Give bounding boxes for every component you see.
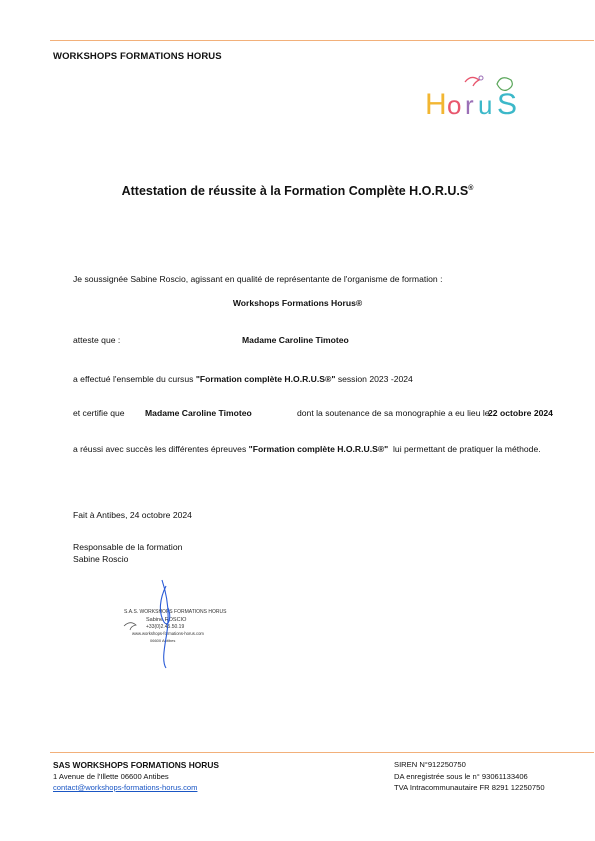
reussi-line: a réussi avec succès les différentes épreuves "Formation complète H.O.R.U.S®" lui permettant de pratiquer la méthode. [73,444,541,454]
soutenance-date: 22 octobre 2024 [488,408,553,418]
stamp-bird-mark [124,623,136,630]
atteste-label: atteste que : [73,335,121,345]
person-name-2: Madame Caroline Timoteo [145,408,252,418]
stamp-line-2: Sabine ROSCIO [146,617,187,623]
logo-letter-h: H [425,88,447,121]
logo-bird-mark [465,77,479,86]
intro-line: Je soussignée Sabine Roscio, agissant en qualité de représentante de l'organisme de formation : [73,274,443,284]
footer-siren: SIREN N°912250750 [394,760,466,769]
header-top-rule [50,40,594,41]
stamp-line-5: 06600 Antibes [150,638,176,643]
cursus-line: a effectué l'ensemble du cursus "Formation complète H.O.R.U.S®" session 2023 -2024 [73,374,413,384]
logo-letter-s: S [497,88,518,121]
horus-logo [425,70,535,122]
logo-letter-o: o [447,90,462,120]
footer-da: DA enregistrée sous le n° 93061133406 [394,772,528,781]
reussi-name: "Formation complète H.O.R.U.S®" [248,444,389,454]
person-name: Madame Caroline Timoteo [242,335,349,345]
responsable-name: Sabine Roscio [73,554,129,564]
stamp-line-1: S.A.S. WORKSHOPS FORMATIONS HORUS [124,609,227,615]
footer-email-link[interactable]: contact@workshops-formations-horus.com [53,783,198,792]
logo-letter-u: u [478,90,493,120]
organisme-name: Workshops Formations Horus® [232,298,363,308]
footer-top-rule [50,752,594,753]
soutenance-text: dont la soutenance de sa monographie a eu lieu le [297,408,490,418]
certifie-label: et certifie que [73,408,125,418]
footer-company: SAS WORKSHOPS FORMATIONS HORUS [53,760,219,770]
cursus-name: "Formation complète H.O.R.U.S®" [195,374,336,384]
footer-address: 1 Avenue de l'Illette 06600 Antibes [53,772,169,781]
header-org-name: WORKSHOPS FORMATIONS HORUS [53,51,222,62]
attestation-title: Attestation de réussite à la Formation Complète H.O.R.U.S® [121,184,474,198]
logo-eye-mark [479,76,483,80]
stamp-line-3: +33(0)2.45.50.19 [146,624,185,630]
logo-letter-r: r [465,90,474,120]
footer-tva: TVA Intracommunautaire FR 8291 12250750 [394,783,545,792]
responsable-title: Responsable de la formation [73,542,183,552]
fait-a-line: Fait à Antibes, 24 octobre 2024 [73,510,192,520]
stamp-line-4: www.workshops-formations-horus.com [132,631,204,636]
stamp-signature [110,578,230,670]
